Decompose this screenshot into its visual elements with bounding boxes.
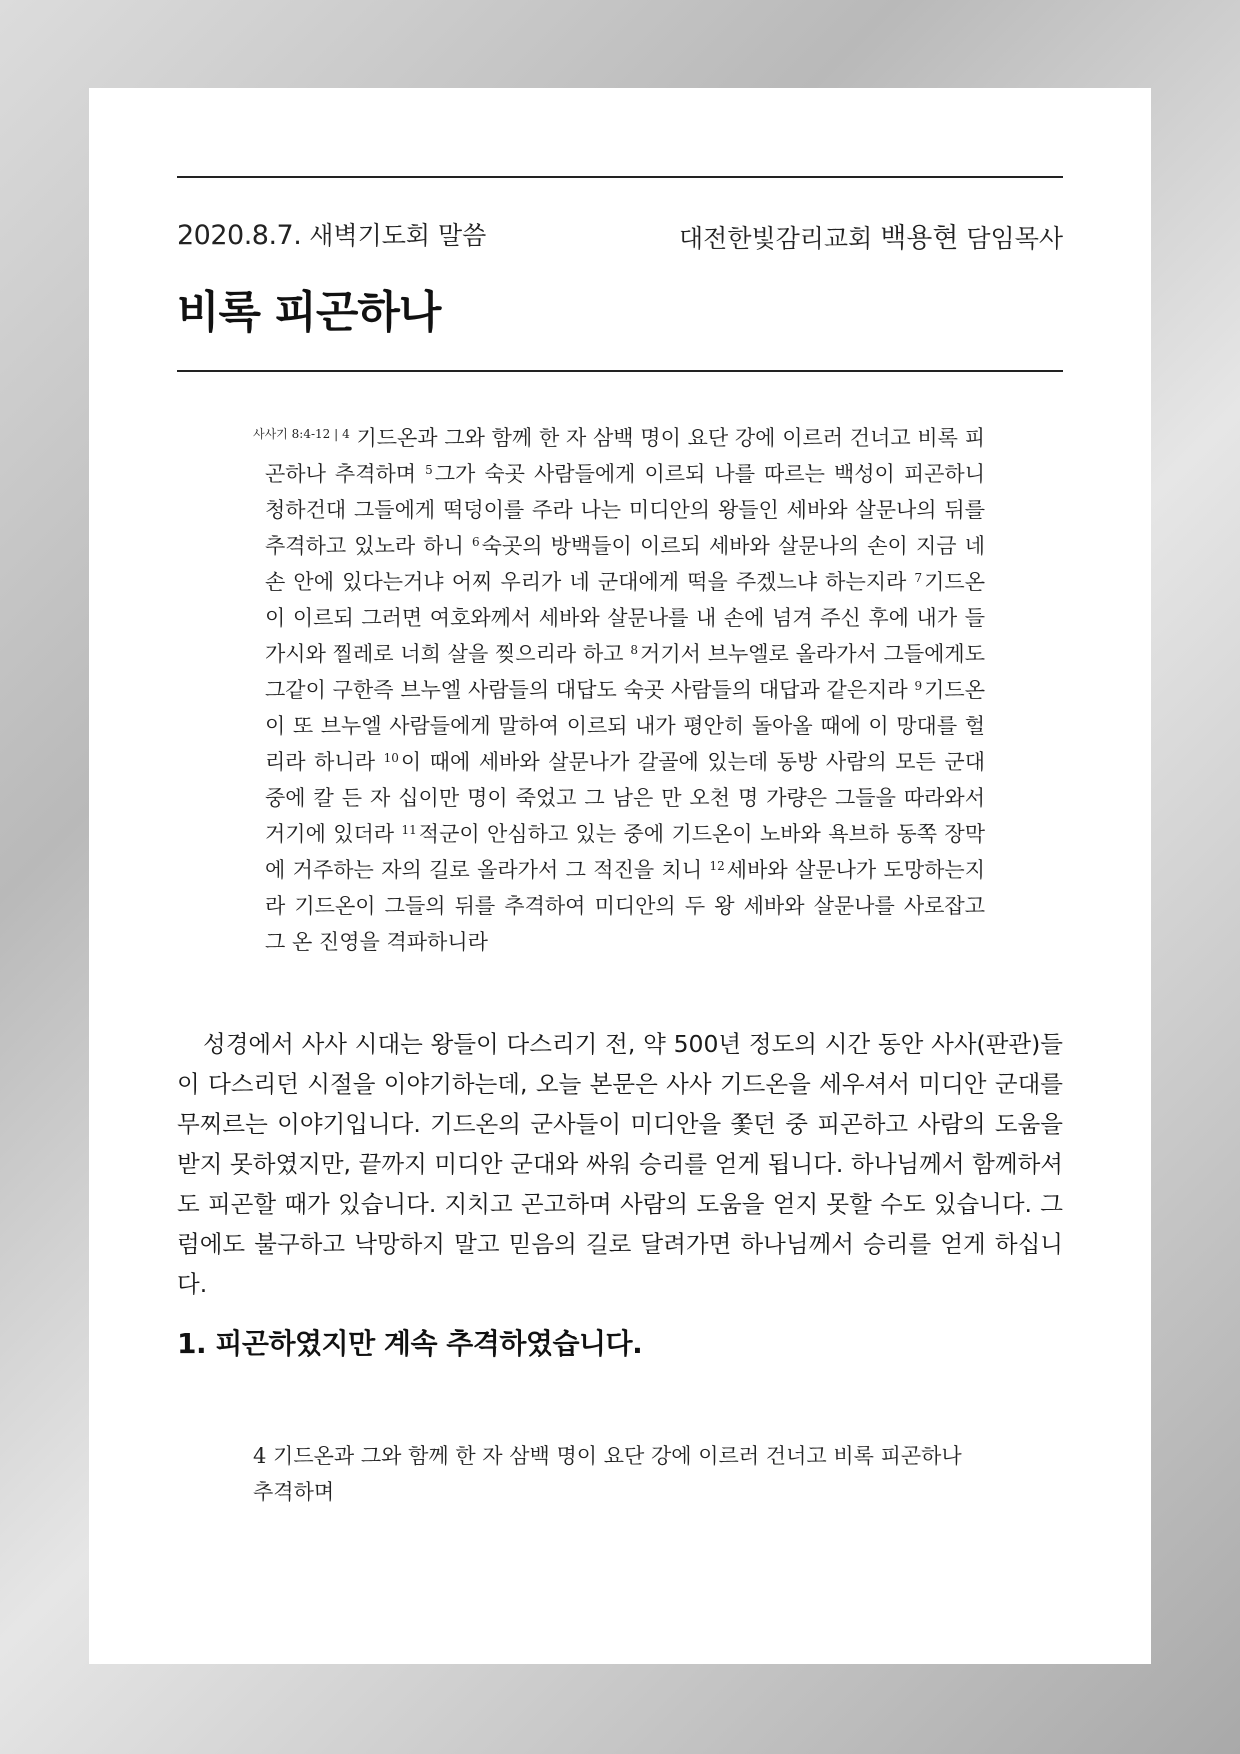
verse-text: 그가 숙곳 사람들에게 이르되 나를 따르는 백성이 피곤하니 청하건대 그들에게 떡덩이를 주라 나는 미디안의 왕들인 세바와 살문나의 뒤를 추격하고 있노라 하니 [265,462,985,558]
verse-number: 8 [630,643,639,657]
verse-text: 세바와 살문나가 도망하는지라 기드온이 그들의 뒤를 추격하여 미디안의 두 왕 세바와 살문나를 사로잡고 그 온 진영을 격파하니라 [265,858,985,954]
pastor-title: 담임목사 [966,224,1063,253]
top-divider [177,176,1063,178]
verse-text: 기드온과 그와 함께 한 자 삼백 명이 요단 강에 이르러 건너고 비록 피곤하나 추격하며 [265,426,985,486]
sermon-intro-paragraph: 성경에서 사사 시대는 왕들이 다스리기 전, 약 500년 정도의 시간 동안 사사(판관)들이 다스리던 시절을 이야기하는데, 오늘 본문은 사사 기드온을 세우셔서 미디안 군대를 무찌르는 이야기입니다. 기드온의 군사들이 미디안을 쫓던 중 피곤하고 사람의 도움을 받지 못하였지만, 끝까지 미디안 군대와 싸워 승리를 얻게 됩니다. 하나님께서 함께하셔도 피곤할 때가 있습니다. 지치고 곤고하며 사람의 도움을 얻지 못할 수도 있습니다. 그럼에도 불구하고 낙망하지 말고 믿음의 길로 달려가면 하나님께서 승리를 얻게 하십니다. [177,1030,1063,1298]
sermon-title: 비록 피곤하나 [177,287,441,338]
pastor-name: 백용현 [880,223,959,254]
sermon-date-line [177,216,486,252]
preacher-line [679,216,1063,255]
church-name: 대전한빛감리교회 [679,224,873,253]
title-divider [177,370,1063,372]
verse-text: 숙곳의 방백들이 이르되 세바와 살문나의 손이 지금 네 손 안에 있다는거냐 어찌 우리가 네 군대에게 떡을 주겠느냐 하는지라 [265,534,985,594]
verse-number: 5 [425,463,433,477]
verse-text: 거기서 브누엘로 올라가서 그들에게도 그같이 구한즉 브누엘 사람들의 대답도 숙곳 사람들의 대답과 같은지라 [265,642,986,702]
section-heading: 1. 피곤하였지만 계속 추격하였습니다. [177,1327,643,1360]
section-verse-quote: 4 기드온과 그와 함께 한 자 삼백 명이 요단 강에 이르러 건너고 비록 피곤하나 추격하며 [253,1444,962,1504]
verse-number: 10 [383,751,399,765]
verse-number: 6 [472,535,480,549]
verse-text: 기드온이 이르되 그러면 여호와께서 세바와 살문나를 내 손에 넘겨 주신 후에 내가 들가시와 찔레로 너희 살을 찢으리라 하고 [265,570,985,666]
document-page [89,88,1151,1664]
verse-number: 11 [401,823,417,837]
scripture-reference: 사사기 8:4-12 | 4 [253,427,350,441]
verse-text: 기드온이 또 브누엘 사람들에게 말하여 이르되 내가 평안히 돌아올 때에 이 망대를 헐리라 하니라 [265,678,985,774]
scripture-passage [253,416,985,960]
verse-number: 9 [914,679,923,693]
verse-number: 7 [914,571,923,585]
verse-text: 적군이 안심하고 있는 중에 기드온이 노바와 욕브하 동쪽 장막에 거주하는 자의 길로 올라가서 그 적진을 치니 [265,822,985,882]
verse-text: 이 때에 세바와 살문나가 갈골에 있는데 동방 사람의 모든 군대 중에 칼 든 자 십이만 명이 죽었고 그 남은 만 오천 명 가량은 그들을 따라와서 거기에 있더라 [265,750,985,846]
sermon-date: 2020.8.7. [177,220,302,251]
service-name: 새벽기도회 말씀 [309,221,487,250]
verse-number: 12 [709,859,725,873]
